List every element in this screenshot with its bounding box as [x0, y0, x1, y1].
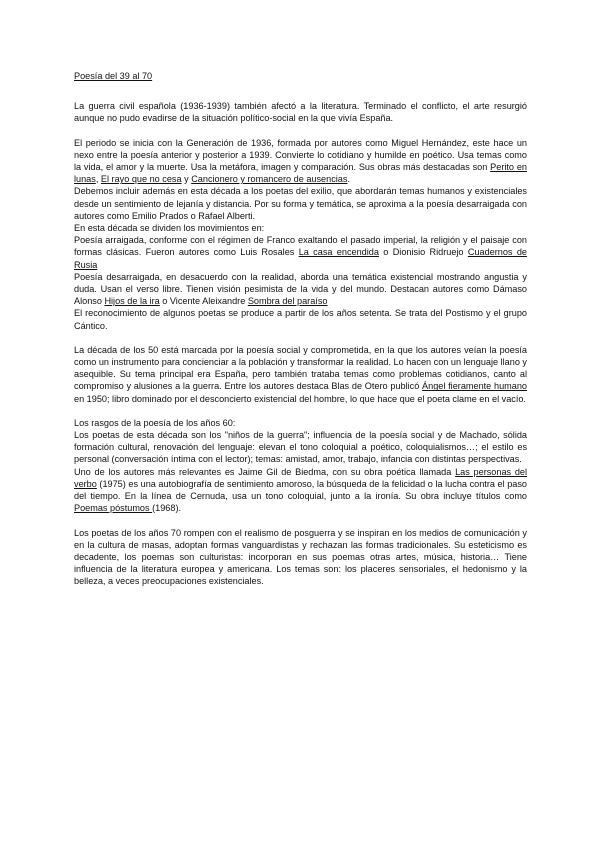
intro-paragraph: La guerra civil española (1936-1939) también afectó a la literatura. Terminado el conflicto, el arte resurgió aunque no pudo evadirse de la situación político-social en la que vivía España. [74, 101, 527, 124]
paragraph-ninos-guerra: Los poetas de esta década son los "niños de la guerra"; influencia de la poesía social y de Machado, sólida formación cultural, renovación del lenguaje: elevan el tono coloquial a poético, coloquialismos…; el estilo es personal (conversación íntima con el lector); temas: amistad, amor, trabajo, infancia con distintas perspectivas. [74, 430, 527, 465]
text: Uno de los autores más relevantes es Jaime Gil de Biedma, con su obra poética llamada [74, 466, 456, 477]
work-title: Las personas del verbo [74, 466, 528, 489]
paragraph-decada-70: Los poetas de los años 70 rompen con el realismo de posguerra y se inspiran en los medios de comunicación y en la cultura de masas, adoptan formas vanguardistas y rechazan las formas tradicionales. Su esteticismo es decadente, los poemas son culturistas: incorporan en sus poemas otras artes, música, historia… Tiene influencia de la literatura europea y americana. Los temas son: los placeres sensoriales, el hedonismo y la belleza, a veces preocupaciones existenciales. [74, 527, 527, 587]
work-title: El rayo que no cesa [100, 174, 182, 185]
text: o Dionisio Ridruejo [378, 247, 468, 258]
paragraph-exilio: Debemos incluir además en esta década a los poetas del exilio, que abordarán temas humanos y existenciales desde un sentimiento de lejanía y distancia. Por su forma y temática, se aproxima a la poesía desarraigada con autores como Emilio Prados o Rafael Alberti. [74, 186, 527, 221]
work-title: Hijos de la ira [104, 296, 160, 307]
paragraph-poesia-arraigada [74, 234, 527, 271]
text: en 1950; libro dominado por el desconcierto existencial del hombre, lo que hace que el poeta clame en el vacío. [74, 393, 526, 404]
document-body [74, 70, 527, 588]
paragraph-poesia-desarraigada [74, 271, 527, 308]
work-title: Cuadernos de Rusia [74, 247, 527, 270]
work-title: Sombra del paraíso [247, 296, 328, 307]
paragraph-gil-de-biedma [74, 466, 527, 515]
text: La década de los 50 está marcada por la poesía social y comprometida, en la que los autores veían la poesía como un instrumento para concienciar a la población y transformar la realidad. Lo hacen con un lenguaje llano y asequible. Su tema principal era España, pero también trataba temas como problemas cotidianos, canto al compromiso y alusiones a la guerra. Entre los autores destaca Blas de Otero publicó [74, 344, 527, 392]
paragraph-rasgos-60: Los rasgos de la poesía de los años 60: [74, 417, 236, 428]
work-title: Ángel fieramente humano [422, 381, 527, 392]
document-title: Poesía del 39 al 70 [74, 71, 153, 81]
work-title: La casa encendida [298, 247, 379, 258]
text: (1975) es una autobiografía de sentimiento amoroso, la búsqueda de la felicidad o la lucha contra el paso del tiempo. En la línea de Cernuda, usa un tono coloquial, junto a la ironía. Su obra incluye títulos como [74, 478, 527, 502]
paragraph-postismo: El reconocimiento de algunos poetas se produce a partir de los años setenta. Se trata del Postismo y el grupo Cántico. [74, 308, 527, 331]
work-title: Perito en lunas [74, 162, 527, 185]
paragraph-generacion-36 [74, 137, 527, 186]
text: y [181, 174, 192, 185]
work-title: Cancionero y romancero de ausencias [191, 174, 348, 185]
text: Poesía desarraigada, en desacuerdo con la realidad, aborda una temática existencial mostrando angustia y duda. Usan el verso libre. Tienen visión pesimista de la vida y del mundo. Destacan autores como Dámaso Alonso [74, 271, 527, 307]
text: o Vicente Aleixandre [159, 296, 248, 307]
text: (1968). [152, 503, 182, 514]
text: , [95, 174, 101, 185]
text: Poesía arraigada, conforme con el régimen de Franco exaltando el pasado imperial, la religión y el paisaje con formas clásicas. Fueron autores como Luis Rosales [74, 235, 527, 258]
text: El periodo se inicia con la Generación de 1936, formada por autores como Miguel Hernández, este hace un nexo entre la poesía anterior y posterior a 1939. Convierte lo cotidiano y humilde en poético. Usa temas como la vida, el amor y la muerte. Usa la metáfora, imagen y comparación. Sus obras más destacadas son [74, 137, 527, 173]
paragraph-decada-50 [74, 344, 527, 405]
work-title: Poemas póstumos [74, 503, 153, 514]
paragraph-movimientos: En esta década se dividen los movimientos en: [74, 223, 265, 234]
text: . [347, 174, 350, 185]
